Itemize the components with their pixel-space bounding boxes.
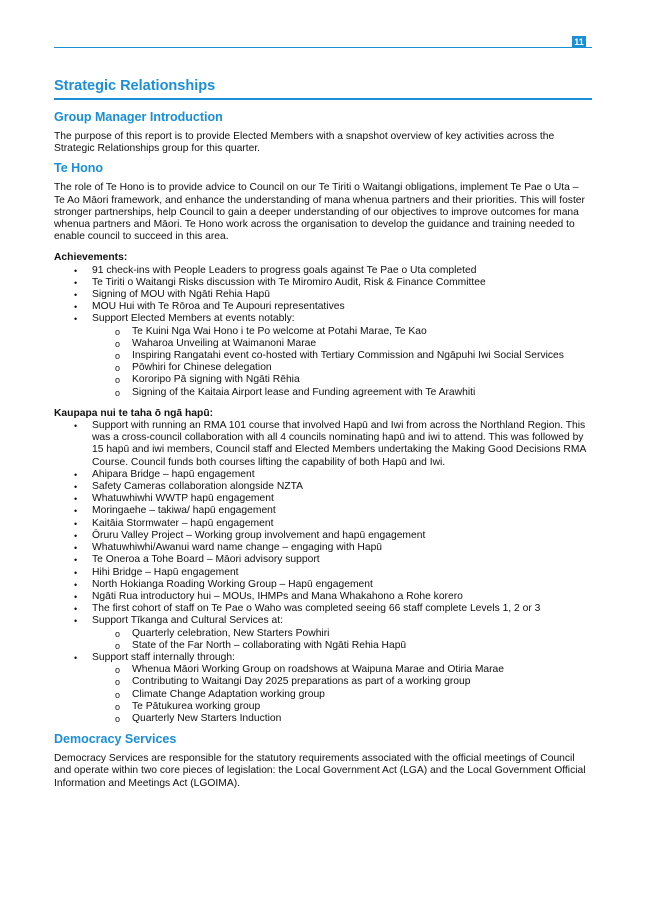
democracy-heading: Democracy Services — [54, 732, 177, 747]
list-item: o Waharoa Unveiling at Waimanoni Marae — [115, 337, 317, 349]
list-item: • The first cohort of staff on Te Pae o Waho was completed seeing 66 staff complete Levels 1, 2 or 3 — [74, 603, 541, 615]
list-item: • Signing of MOU with Ngāti Rehia Hapū — [74, 289, 270, 301]
list-item: o Te Pātukurea working group — [115, 700, 261, 712]
list-item: • Hihi Bridge – Hapū engagement — [74, 566, 239, 578]
list-item: • MOU Hui with Te Rōroa and Te Aupouri representatives — [74, 301, 345, 313]
list-item: • Support Tīkanga and Cultural Services at: o Quarterly celebration, New Starters Powhiri o State of the Far North – collaborating with Ngāti Rehia Hapū — [54, 615, 592, 652]
list-item: • Support Elected Members at events notably: o Te Kuini Nga Wai Hono i te Po welcome at Potahi Marae, Te Kao o Waharoa Unveiling at Waimanoni Marae o Inspiring Rangatahi event co-hosted with Tertiary Commission and Ngāpuhi Iwi Social Services o Pōwhiri for Chinese delegation o Kororipo Pā signing with Ngāti Rēhia o Signing of the Kaitaia Airport lease and Funding agreement with Te Arawhiti — [54, 313, 592, 398]
te-hono-heading: Te Hono — [54, 161, 104, 176]
list-item: • Te Tiriti o Waitangi Risks discussion with Te Miromiro Audit, Risk & Finance Committee — [74, 276, 486, 288]
header-rule — [54, 47, 592, 48]
list-item: • Ōruru Valley Project – Working group involvement and hapū engagement — [74, 529, 426, 541]
list-item: • Te Oneroa a Tohe Board – Māori advisory support — [74, 554, 320, 566]
list-item: o Pōwhiri for Chinese delegation — [115, 362, 272, 374]
list-item: o Quarterly New Starters Induction — [115, 712, 282, 724]
kaupapa-label: Kaupapa nui te taha ō ngā hapū: — [54, 407, 214, 419]
list-item: o Whenua Māori Working Group on roadshows at Waipuna Marae and Otiria Marae — [115, 664, 505, 676]
group-manager-body: The purpose of this report is to provide Elected Members with a snapshot overview of key activities across the Strategic Relationships group for this quarter. — [54, 131, 555, 155]
list-item: o State of the Far North – collaborating with Ngāti Rehia Hapū — [115, 639, 407, 651]
page-number-badge: 11 — [572, 36, 586, 48]
list-item: • Ahipara Bridge – hapū engagement — [74, 468, 255, 480]
list-item: • North Hokianga Roading Working Group – Hapū engagement — [74, 578, 373, 590]
list-item: • Safety Cameras collaboration alongside NZTA — [74, 481, 303, 493]
list-item: • 91 check-ins with People Leaders to progress goals against Te Pae o Uta completed — [74, 264, 477, 276]
tikanga-list — [92, 628, 592, 652]
document-content — [54, 78, 592, 790]
group-manager-heading: Group Manager Introduction — [54, 110, 223, 124]
list-item: o Inspiring Rangatahi event co-hosted with Tertiary Commission and Ngāpuhi Iwi Social Services — [115, 350, 564, 362]
kaupapa-list — [54, 420, 592, 725]
achievements-label: Achievements: — [54, 252, 128, 264]
list-item: • Whatuwhiwhi/Awanui ward name change – engaging with Hapū — [74, 542, 383, 554]
list-item: • Support with running an RMA 101 course that involved Hapū and Iwi from across the Northland Region. This was a cross-council collaboration with all 4 councils nominating hapū and iwi to attend. This was followed by 15 hapū and iwi members, Council staff and Elected Members undertaking the Making Good Decisions RMA Course. Council funds both courses lifting the capability of both Hapū and Iwi. — [74, 420, 586, 468]
te-hono-body: The role of Te Hono is to provide advice to Council on our Te Tiriti o Waitangi obligations, implement Te Pae o Uta – Te Ao Māori framework, and enhance the understanding of mana whenua partners and their priorities. This will foster stronger partnerships, help Council to gain a deeper understanding of our objectives to improve outcomes for mana whenua partners and Māori. Te Hono work across the organisation to develop the guidance and training needed to enable council to succeed in this area. — [54, 182, 585, 243]
list-item: • Moringaehe – takiwa/ hapū engagement — [74, 505, 276, 517]
internal-list — [92, 664, 592, 725]
list-item: • Ngāti Rua introductory hui – MOUs, IHMPs and Mana Whakahono a Rohe korero — [74, 590, 463, 602]
page-title: Strategic Relationships — [54, 78, 592, 100]
achievements-list — [54, 265, 592, 399]
list-item: o Signing of the Kaitaia Airport lease and Funding agreement with Te Arawhiti — [115, 386, 476, 398]
list-item: • Whatuwhiwhi WWTP hapū engagement — [74, 493, 274, 505]
list-item: o Te Kuini Nga Wai Hono i te Po welcome at Potahi Marae, Te Kao — [115, 325, 427, 337]
democracy-body: Democracy Services are responsible for the statutory requirements associated with the official meetings of Council and operate within two core pieces of legislation: the Local Government Act (LGA) and the Local Government Official Information and Meetings Act (LGOIMA). — [54, 753, 586, 789]
list-item: o Climate Change Adaptation working group — [115, 688, 325, 700]
events-list — [92, 326, 592, 399]
list-item: o Kororipo Pā signing with Ngāti Rēhia — [115, 374, 300, 386]
list-item: o Contributing to Waitangi Day 2025 preparations as part of a working group — [115, 676, 471, 688]
list-item: • Support staff internally through: o Whenua Māori Working Group on roadshows at Waipuna Marae and Otiria Marae o Contributing to Waitangi Day 2025 preparations as part of a working group o Climate Change Adaptation working group o Te Pātukurea working group o Quarterly New Starters Induction — [54, 652, 592, 725]
list-item: o Quarterly celebration, New Starters Powhiri — [115, 627, 330, 639]
list-item: • Kaitāia Stormwater – hapū engagement — [74, 517, 274, 529]
